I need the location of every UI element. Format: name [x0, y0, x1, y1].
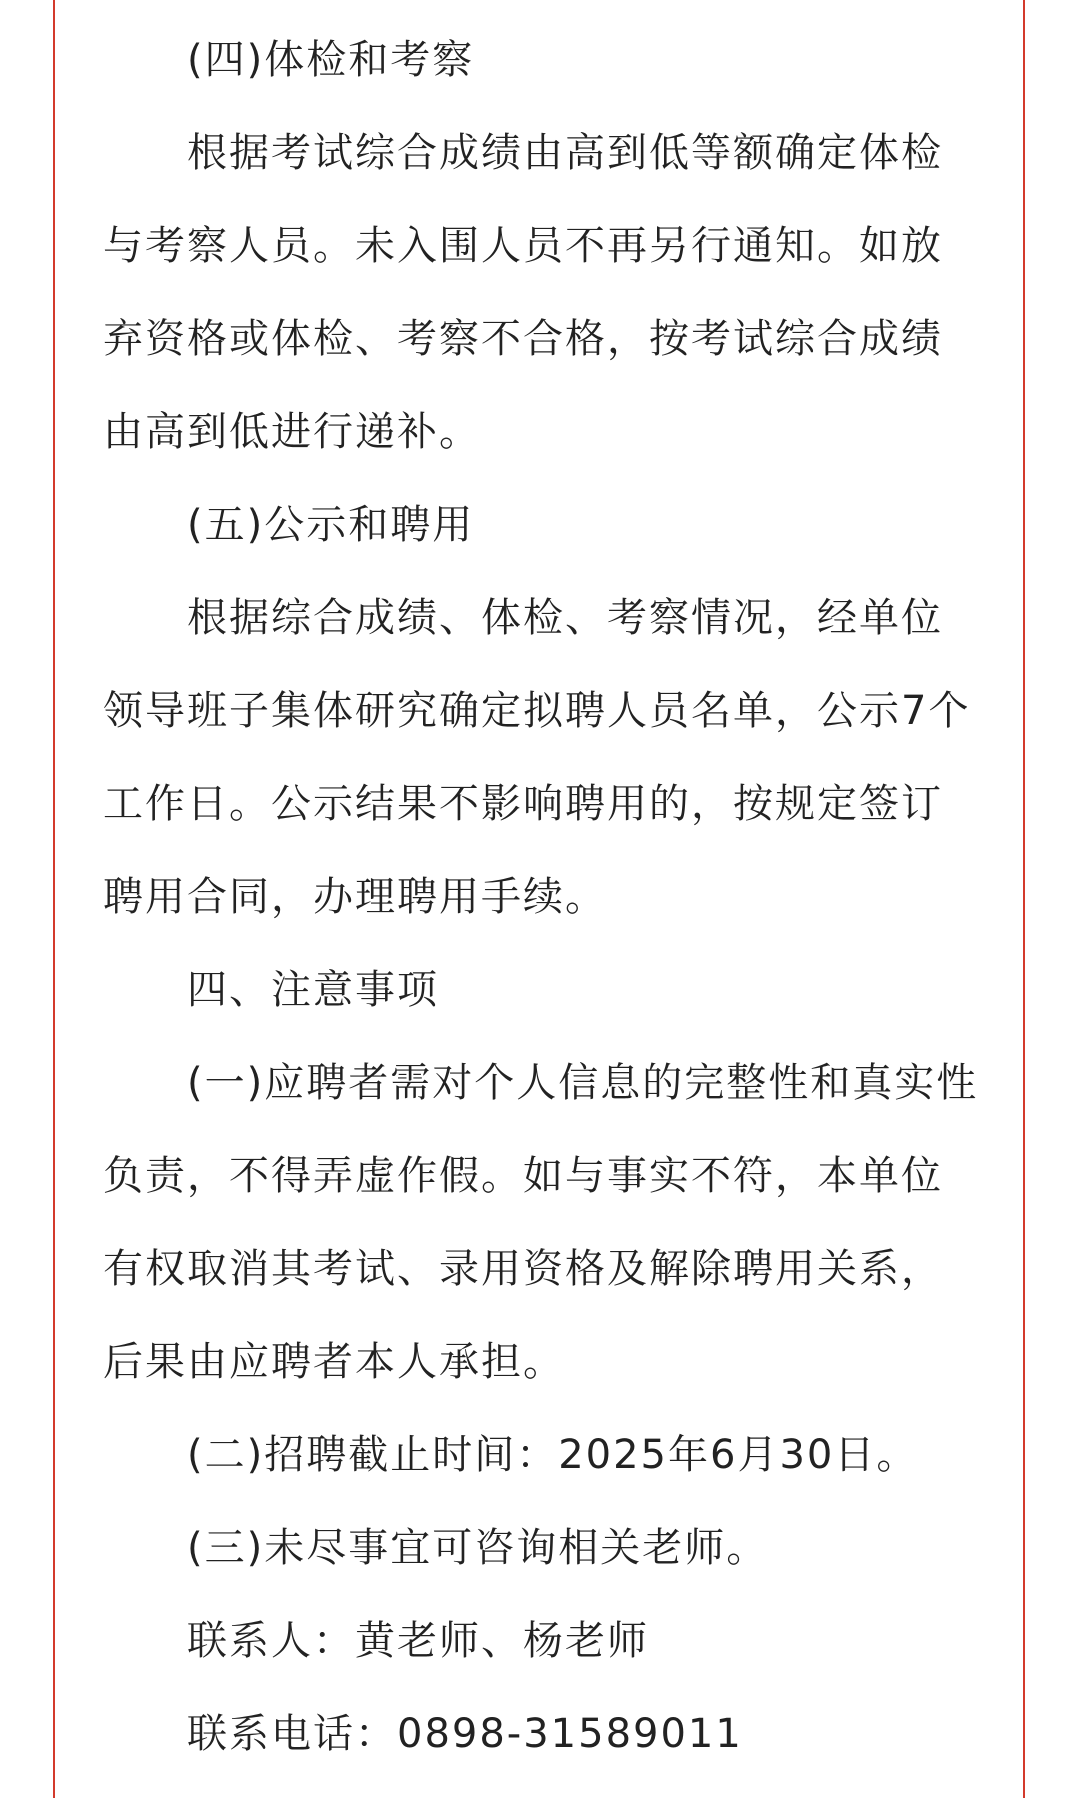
contact-phone: 联系电话：0898-31589011 [187, 1711, 743, 1757]
section-5-line-4: 聘用合同，办理聘用手续。 [103, 874, 607, 920]
notes-item-1-line-1: (一)应聘者需对个人信息的完整性和真实性 [187, 1060, 979, 1106]
section-5-line-3: 工作日。公示结果不影响聘用的，按规定签订 [103, 781, 943, 827]
notes-item-1-line-4: 后果由应聘者本人承担。 [103, 1339, 565, 1385]
section-4-line-4: 由高到低进行递补。 [103, 409, 481, 455]
notes-item-3: (三)未尽事宜可咨询相关老师。 [187, 1525, 769, 1571]
section-4-line-3: 弃资格或体检、考察不合格，按考试综合成绩 [103, 316, 943, 362]
section-4-heading: (四)体检和考察 [187, 37, 475, 83]
contact-person: 联系人：黄老师、杨老师 [187, 1618, 649, 1664]
document-body [103, 14, 983, 1781]
section-5-line-2: 领导班子集体研究确定拟聘人员名单，公示7个 [103, 688, 971, 734]
notes-item-1-line-3: 有权取消其考试、录用资格及解除聘用关系， [103, 1246, 943, 1292]
section-4-line-1: 根据考试综合成绩由高到低等额确定体检 [187, 130, 943, 176]
right-red-border [1023, 0, 1025, 1798]
section-5-heading: (五)公示和聘用 [187, 502, 475, 548]
left-red-border [53, 0, 55, 1798]
section-4-line-2: 与考察人员。未入围人员不再另行通知。如放 [103, 223, 943, 269]
notes-item-1-line-2: 负责，不得弄虚作假。如与事实不符，本单位 [103, 1153, 943, 1199]
notes-heading: 四、注意事项 [187, 967, 439, 1013]
notes-item-2-deadline: (二)招聘截止时间：2025年6月30日。 [187, 1432, 919, 1478]
section-5-line-1: 根据综合成绩、体检、考察情况，经单位 [187, 595, 943, 641]
